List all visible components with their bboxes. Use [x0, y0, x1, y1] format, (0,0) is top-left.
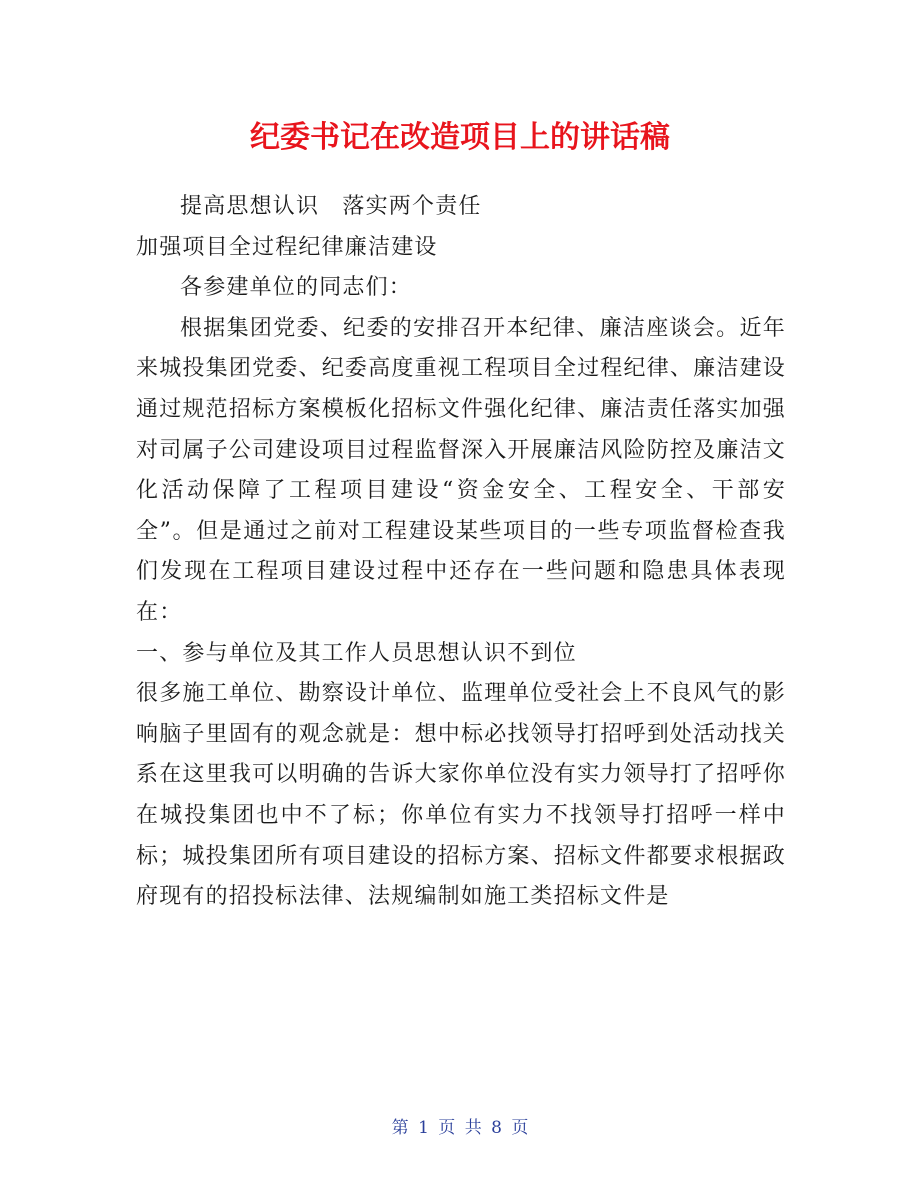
subtitle-line-1: 提高思想认识 落实两个责任	[180, 194, 482, 219]
paragraph-section-1: 很多施工单位、勘察设计单位、监理单位受社会上不良风气的影响脑子里固有的观念就是：想中标必找领导打招呼到处活动找关系在这里我可以明确的告诉大家你单位没有实力领导打了招呼你在城投集团也中不了标；你单位有实力不找领导打招呼一样中标；城投集团所有项目建设的招标方案、招标文件都要求根据政府现有的招投标法律、法规编制如施工类招标文件是	[136, 681, 786, 910]
section-heading-1: 一、参与单位及其工作人员思想认识不到位	[136, 640, 577, 666]
document-body	[136, 187, 786, 918]
document-title: 纪委书记在改造项目上的讲话稿	[250, 120, 670, 155]
subtitle-line-2: 加强项目全过程纪律廉洁建设	[136, 234, 438, 260]
page-number-footer: 第 1 页 共 8 页	[391, 1118, 529, 1138]
salutation: 各参建单位的同志们：	[180, 275, 413, 301]
paragraph-intro: 根据集团党委、纪委的安排召开本纪律、廉洁座谈会。近年来城投集团党委、纪委高度重视工程项目全过程纪律、廉洁建设通过规范招标方案模板化招标文件强化纪律、廉洁责任落实加强对司属子公司建设项目过程监督深入开展廉洁风险防控及廉洁文化活动保障了工程项目建设“资金安全、工程安全、干部安全”。但是通过之前对工程建设某些项目的一些专项监督检查我们发现在工程项目建设过程中还存在一些问题和隐患具体表现在：	[136, 315, 786, 625]
